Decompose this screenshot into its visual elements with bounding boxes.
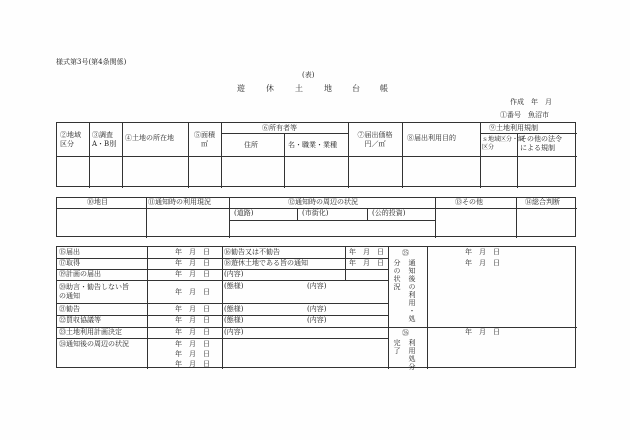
area-header: ⑤面積 ㎡ [194, 131, 215, 148]
owner-group-header: ⑥所有者等 [262, 124, 297, 132]
created-date: 作成 年 月 [510, 98, 552, 106]
date-field: 年 月 日 [175, 270, 210, 278]
mid-label: (態様) [224, 305, 244, 313]
date-field: 年 月 日 [175, 340, 210, 348]
mid-extra: (内容) [307, 282, 327, 290]
reported-price-header: ⑦届出価格 円／㎡ [357, 131, 393, 148]
mid-extra: (内容) [307, 316, 327, 324]
land-category-header: ②地域 区分 [60, 131, 81, 148]
mid-label: ⑱遊休土地である旨の通知 [224, 259, 308, 267]
owner-address-header: 住所 [244, 141, 258, 149]
row-label: ⑲計画の届出 [59, 270, 101, 278]
date-field: 年 月 日 [175, 288, 210, 296]
row-label: ㉓土地利用計画決定 [59, 328, 122, 336]
owner-name-header: 名・職業・業種 [288, 141, 337, 149]
number-line: ①番号 魚沼市 [500, 111, 549, 119]
row-label: ⑮届出 [59, 248, 80, 256]
title-char: 台 [352, 84, 360, 93]
date-field: 年 月 日 [349, 259, 384, 267]
row-label: ㉑勧告 [59, 305, 80, 313]
date-field: 年 月 日 [175, 305, 210, 313]
mid-extra: (内容) [307, 305, 327, 313]
form-number: 様式第3号(第4条関係) [56, 58, 127, 66]
land-type-header: ⑩地目 [87, 198, 108, 206]
regulation-group-header: ⑨土地利用規制 [489, 124, 538, 132]
mid-label: (内容) [224, 270, 244, 278]
title-char: 休 [266, 84, 274, 93]
date-field: 年 月 日 [175, 360, 210, 368]
row-label: ㉔通知後の周辺の状況 [59, 340, 129, 348]
date-field: 年 月 日 [465, 248, 500, 256]
date-field: 年 月 日 [175, 316, 210, 324]
road-label: (道路) [234, 209, 254, 217]
judgement-header: ⑭総合判断 [525, 198, 560, 206]
survey-class-header: ③調査 A・B別 [92, 131, 117, 148]
table-notice-status [56, 197, 576, 237]
table-procedure-history [56, 246, 576, 371]
mid-label: (態様) [224, 282, 244, 290]
date-field: 年 月 日 [175, 328, 210, 336]
date-field: 年 月 日 [175, 248, 210, 256]
town-label: (市街化) [302, 209, 329, 217]
mid-label: (態様) [224, 316, 244, 324]
surroundings-header: ⑫通知時の周辺の状況 [288, 198, 358, 206]
title-char: 土 [295, 84, 303, 93]
status-vertical-label: 通知後の利用・処 [408, 259, 416, 323]
mid-label: ⑯勧告又は不勧告 [224, 248, 280, 256]
title-char: 地 [324, 84, 332, 93]
row-label: ⑰取得 [59, 259, 80, 267]
title-char: 遊 [237, 84, 245, 93]
use-at-notice-header: ⑪通知時の利用現況 [148, 198, 211, 206]
status-circle-number: ㉕ [402, 249, 409, 257]
row-label: ⑳助言・勧告しない旨 の通知 [59, 283, 129, 300]
date-field: 年 月 日 [175, 259, 210, 267]
status-head: 分の状況 [393, 259, 401, 291]
completion-circle-number: ㉖ [402, 329, 409, 337]
sheet-label: (表) [302, 71, 315, 79]
date-field: 年 月 日 [349, 248, 384, 256]
zone-class-header: ｓ地域区分・細 区分 [482, 136, 525, 151]
completion-vertical-label: 利用処分 [408, 339, 416, 371]
public-investment-label: (公的投資) [372, 209, 406, 217]
other-laws-header: その他の法令 による規制 [520, 135, 562, 152]
date-field: 年 月 日 [465, 328, 500, 336]
location-header: ④土地の所在地 [125, 134, 174, 142]
mid-label: (内容) [224, 328, 244, 336]
date-field: 年 月 日 [175, 350, 210, 358]
row-label: ㉒買収協議等 [59, 316, 101, 324]
other-header: ⑬その他 [455, 198, 483, 206]
completion-head: 完了 [393, 339, 401, 355]
reported-purpose-header: ⑧届出利用目的 [407, 134, 456, 142]
date-field: 年 月 日 [465, 259, 500, 267]
table-land-info [56, 122, 576, 187]
title-char: 帳 [380, 84, 388, 93]
